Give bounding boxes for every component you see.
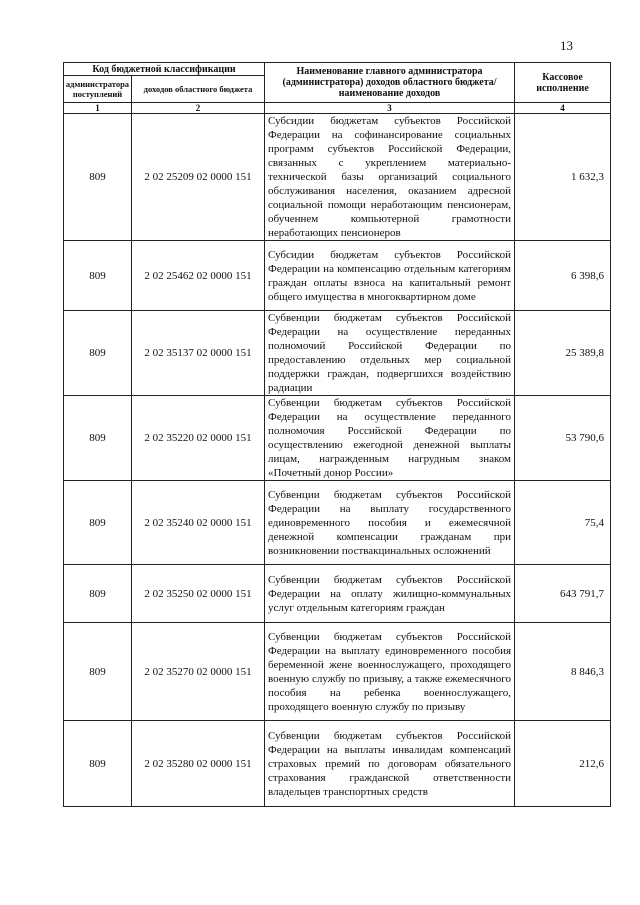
header-code-group: Код бюджетной классификации: [64, 63, 265, 76]
income-name: Субвенции бюджетам субъектов Российской Федерации на выплату государственного единовременного пособия и ежемесячной денежной компенсации гражданам при возникновении поствакцинальных осложнений: [265, 481, 515, 565]
income-code: 2 02 35280 02 0000 151: [132, 721, 265, 807]
income-name: Субвенции бюджетам субъектов Российской Федерации на выплаты инвалидам компенсаций страховых премий по договорам обязательного страхования гражданской ответственности владельцев транспортных средств: [265, 721, 515, 807]
header-num-2: 2: [132, 103, 265, 114]
table-row: [64, 114, 611, 241]
income-name: Субвенции бюджетам субъектов Российской Федерации на оплату жилищно-коммунальных услуг отдельным категориям граждан: [265, 565, 515, 623]
budget-table: [63, 62, 611, 807]
table-row: [64, 721, 611, 807]
header-execution: Кассовое исполнение: [515, 63, 611, 103]
table-row: [64, 623, 611, 721]
table-row: [64, 396, 611, 481]
execution-value: 643 791,7: [515, 565, 611, 623]
header-name: Наименование главного администратора (администратора) доходов областного бюджета/ наименование доходов: [265, 63, 515, 103]
admin-code: 809: [64, 721, 132, 807]
admin-code: 809: [64, 481, 132, 565]
admin-code: 809: [64, 114, 132, 241]
admin-code: 809: [64, 241, 132, 311]
execution-value: 8 846,3: [515, 623, 611, 721]
income-name: Субвенции бюджетам субъектов Российской Федерации на выплату единовременного пособия беременной жене военнослужащего, проходящего военную службу по призыву, а также ежемесячного пособия на ребенка военнослужащего, проходящего военную службу по призыву: [265, 623, 515, 721]
income-name: Субвенции бюджетам субъектов Российской Федерации на осуществление переданных полномочий Российской Федерации по предоставлению отдельных мер социальной поддержки граждан, подвергшихся воздействию радиации: [265, 311, 515, 396]
table-row: [64, 481, 611, 565]
execution-value: 53 790,6: [515, 396, 611, 481]
table-row: [64, 241, 611, 311]
admin-code: 809: [64, 396, 132, 481]
income-code: 2 02 25209 02 0000 151: [132, 114, 265, 241]
header-num-4: 4: [515, 103, 611, 114]
header-num-3: 3: [265, 103, 515, 114]
execution-value: 75,4: [515, 481, 611, 565]
income-code: 2 02 35250 02 0000 151: [132, 565, 265, 623]
execution-value: 6 398,6: [515, 241, 611, 311]
income-name: Субсидии бюджетам субъектов Российской Федерации на софинансирование социальных программ субъектов Российской Федерации, связанных с укреплением материально-технической базы организаций социального обслуживания населения, оказанием адресной социальной помощи неработающим пенсионерам, обученнем компьютерной грамотности неработающих пенсионеров: [265, 114, 515, 241]
execution-value: 1 632,3: [515, 114, 611, 241]
header-num-1: 1: [64, 103, 132, 114]
income-code: 2 02 25462 02 0000 151: [132, 241, 265, 311]
execution-value: 212,6: [515, 721, 611, 807]
income-name: Субсидии бюджетам субъектов Российской Федерации на компенсацию отдельным категориям граждан оплаты взноса на капитальный ремонт общего имущества в многоквартирном доме: [265, 241, 515, 311]
income-code: 2 02 35220 02 0000 151: [132, 396, 265, 481]
admin-code: 809: [64, 311, 132, 396]
income-name: Субвенции бюджетам субъектов Российской Федерации на осуществление переданного полномочия Российской Федерации по осуществлению ежегодной денежной выплаты лицам, награжденным нагрудным знаком «Почетный донор России»: [265, 396, 515, 481]
income-code: 2 02 35240 02 0000 151: [132, 481, 265, 565]
header-income: доходов областного бюджета: [132, 76, 265, 103]
execution-value: 25 389,8: [515, 311, 611, 396]
income-code: 2 02 35270 02 0000 151: [132, 623, 265, 721]
admin-code: 809: [64, 565, 132, 623]
page-number: 13: [560, 38, 573, 53]
header-admin: администратора поступлений: [64, 76, 132, 103]
income-code: 2 02 35137 02 0000 151: [132, 311, 265, 396]
admin-code: 809: [64, 623, 132, 721]
table-row: [64, 311, 611, 396]
table-row: [64, 565, 611, 623]
